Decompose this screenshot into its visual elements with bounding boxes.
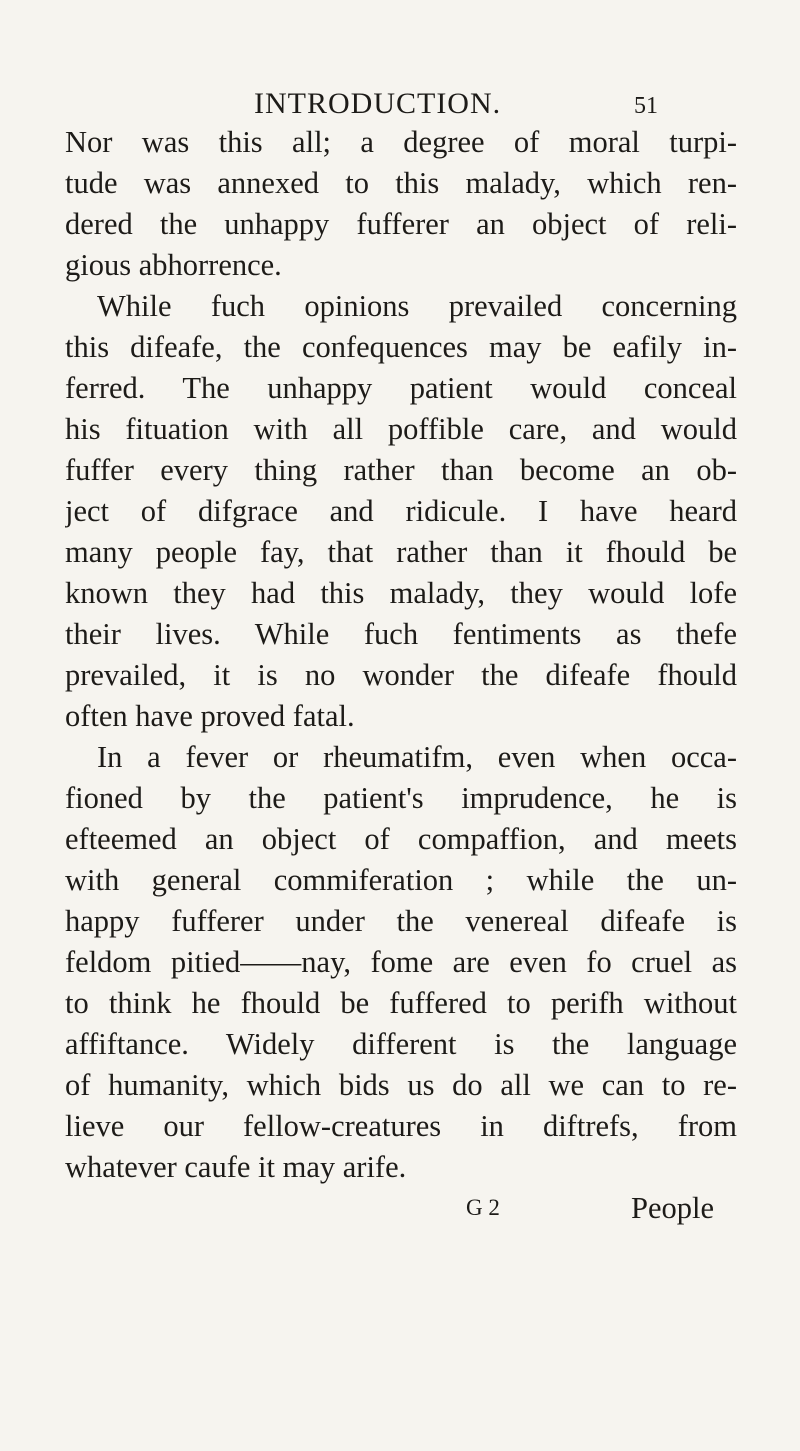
text-line: affiftance. Widely different is the language [65,1027,737,1061]
text-line: many people fay, that rather than it fhould be [65,535,737,569]
text-line: lieve our fellow-creatures in diftrefs, from [65,1109,737,1143]
text-line: While fuch opinions prevailed concerning [97,289,737,323]
catchword: People [631,1191,715,1225]
text-line: fuffer every thing rather than become an ob- [65,453,737,487]
text-line: happy fufferer under the venereal difeafe is [65,904,737,938]
text-line: his fituation with all poffible care, and would [65,412,737,446]
text-line: In a fever or rheumatifm, even when occa- [97,740,737,774]
page-header [0,84,800,124]
text-line: whatever caufe it may arife. [65,1150,407,1184]
text-line: tude was annexed to this malady, which ren- [65,166,737,200]
text-line: their lives. While fuch fentiments as thefe [65,617,737,651]
text-line: of humanity, which bids us do all we can to re- [65,1068,737,1102]
text-line: ferred. The unhappy patient would conceal [65,371,737,405]
signature-mark: G 2 [466,1195,500,1220]
text-line: ject of difgrace and ridicule. I have heard [65,494,737,528]
text-line: feldom pitied——nay, fome are even fo cruel as [65,945,737,979]
text-line: efteemed an object of compaffion, and meets [65,822,737,856]
running-head: INTRODUCTION. [254,87,502,120]
text-line: to think he fhould be fuffered to perifh without [65,986,737,1020]
text-line: known they had this malady, they would lofe [65,576,737,610]
text-line: fioned by the patient's imprudence, he is [65,781,737,815]
text-line: this difeafe, the confequences may be eafily in- [65,330,737,364]
page-number: 51 [634,93,658,119]
text-line: often have proved fatal. [65,699,355,733]
text-line: prevailed, it is no wonder the difeafe fhould [65,658,737,692]
page-footer [0,1188,800,1228]
text-line: Nor was this all; a degree of moral turpi- [65,125,737,159]
text-line: dered the unhappy fufferer an object of reli- [65,207,737,241]
text-line: gious abhorrence. [65,248,282,282]
text-line: with general commiferation ; while the un- [65,863,737,897]
